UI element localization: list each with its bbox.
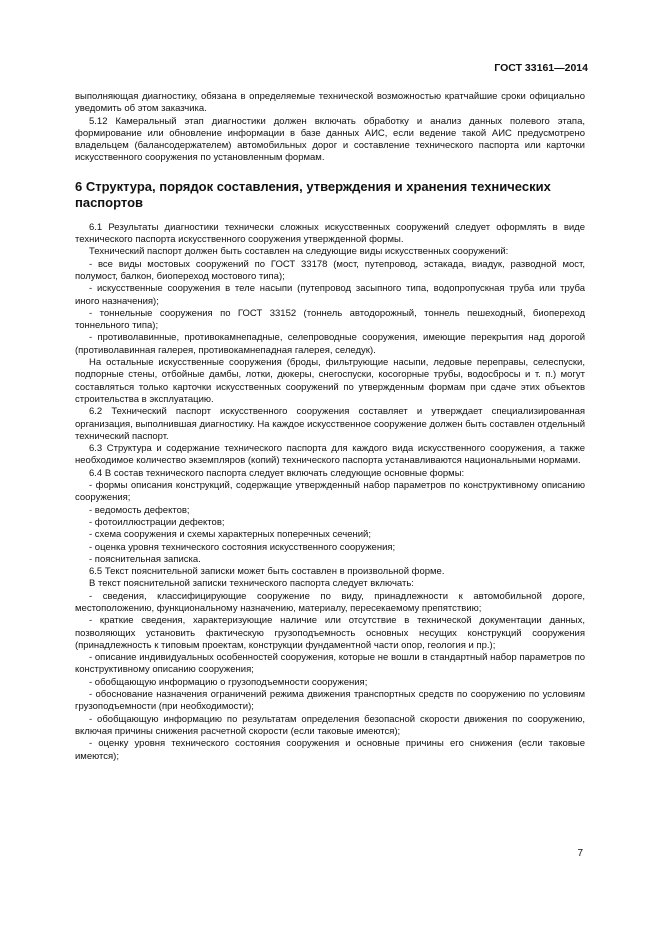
section-6-body [75,222,585,763]
paragraph: 6.1 Результаты диагностики технически сложных искусственных сооружений следует оформлять в виде технического паспорта искусственного сооружения утвержденной формы. [75,221,585,246]
paragraph: На остальные искусственные сооружения (броды, фильтрующие насыпи, ледовые переправы, селеспуски, подпорные стены, отбойные дамбы, лотки, дюкеры, снегоспуски, косогорные трубы, водосбросы и т. п.) могут составляться только карточки искусственных сооружений по утвержденным формам при сдаче этих объектов строительства в эксплуатацию. [75,357,585,405]
paragraph: 6.4 В состав технического паспорта следует включать следующие основные формы: [89,467,465,479]
paragraph: 6.2 Технический паспорт искусственного сооружения составляет и утверждает специализированная организация, выполнившая диагностику. На каждое искусственное сооружение должен быть составлен отдельный технический паспорт. [75,406,585,442]
paragraph: - схема сооружения и схемы характерных поперечных сечений; [89,529,371,541]
paragraph-continuation: выполняющая диагностику, обязана в определяемые технической возможностью кратчайшие сроки официально уведомить об этом заказчика. [75,91,585,115]
paragraph: - ведомость дефектов; [89,504,190,516]
section-6-heading: 6 Структура, порядок составления, утверждения и хранения технических паспортов [75,178,551,210]
paragraph: - пояснительная записка. [89,553,201,565]
paragraph-5-12: 5.12 Камеральный этап диагностики должен включать обработку и анализ данных полевого этапа, формирование или обновление информации в базе данных АИС, если ведение такой АИС предусмотрено владельцем (балансодержателем) автомобильных дорог и составление технического паспорта или карточки искусственного сооружения по установленным формам. [75,115,585,164]
paragraph: - искусственные сооружения в теле насыпи (путепровод засыпного типа, водопропускная труба или труба иного назначения); [75,283,585,307]
paragraph: - краткие сведения, характеризующие наличие или отсутствие в технической документации данных, позволяющих установить фактическую грузоподъемность основных несущих конструкций сооружения (принадлежность к типовым проектам, конструкции фундаментной части опор, геология и пр.); [75,615,585,651]
paragraph: 6.3 Структура и содержание технического паспорта для каждого вида искусственного сооружения, а также необходимое количество экземпляров (копий) технического паспорта устанавливаются национальными нормами. [75,443,585,467]
paragraph: 6.5 Текст пояснительной записки может быть составлен в произвольной форме. [89,566,445,578]
paragraph: - обобщающую информацию по результатам определения безопасной скорости движения по сооружению, включая причины снижения расчетной скорости (если таковые имеются); [75,713,585,737]
paragraph: - обоснование назначения ограничений режима движения транспортных средств по сооружению по условиям грузоподъемности (при необходимости); [75,689,585,713]
paragraph: - оценка уровня технического состояния искусственного сооружения; [89,541,396,553]
page-content [75,91,585,763]
paragraph: - фотоиллюстрации дефектов; [89,516,225,528]
paragraph: - оценку уровня технического состояния сооружения и основные причины его снижения (если таковые имеются); [75,738,585,762]
paragraph: В текст пояснительной записки технического паспорта следует включать: [89,578,414,590]
paragraph: Технический паспорт должен быть составлен на следующие виды искусственных сооружений: [89,246,509,258]
paragraph: - описание индивидуальных особенностей сооружения, которые не вошли в стандартный набор параметров по конструктивному описанию сооружения; [75,652,585,676]
page-number: 7 [577,848,583,859]
paragraph: - все виды мостовых сооружений по ГОСТ 33178 (мост, путепровод, эстакада, виадук, разводной мост, полумост, балкон, биопереход мостового типа); [75,258,585,282]
document-header: ГОСТ 33161—2014 [494,62,588,74]
paragraph: - противолавинные, противокамнепадные, селепроводные сооружения, имеющие перекрытия над дорогой (противолавинная галерея, противокамнепадная галерея, селедук). [75,332,585,356]
paragraph: - формы описания конструкций, содержащие утвержденный набор параметров по конструктивному описанию сооружения; [75,480,585,504]
paragraph: - тоннельные сооружения по ГОСТ 33152 (тоннель автодорожный, тоннель пешеходный, биопереход тоннельного типа); [75,307,585,332]
paragraph: - обобщающую информацию о грузоподъемности сооружения; [89,676,368,688]
paragraph: - сведения, классифицирующие сооружение по виду, принадлежности к автомобильной дороге, местоположению, функциональному назначению, материалу, пересекаемому препятствию; [75,590,585,614]
